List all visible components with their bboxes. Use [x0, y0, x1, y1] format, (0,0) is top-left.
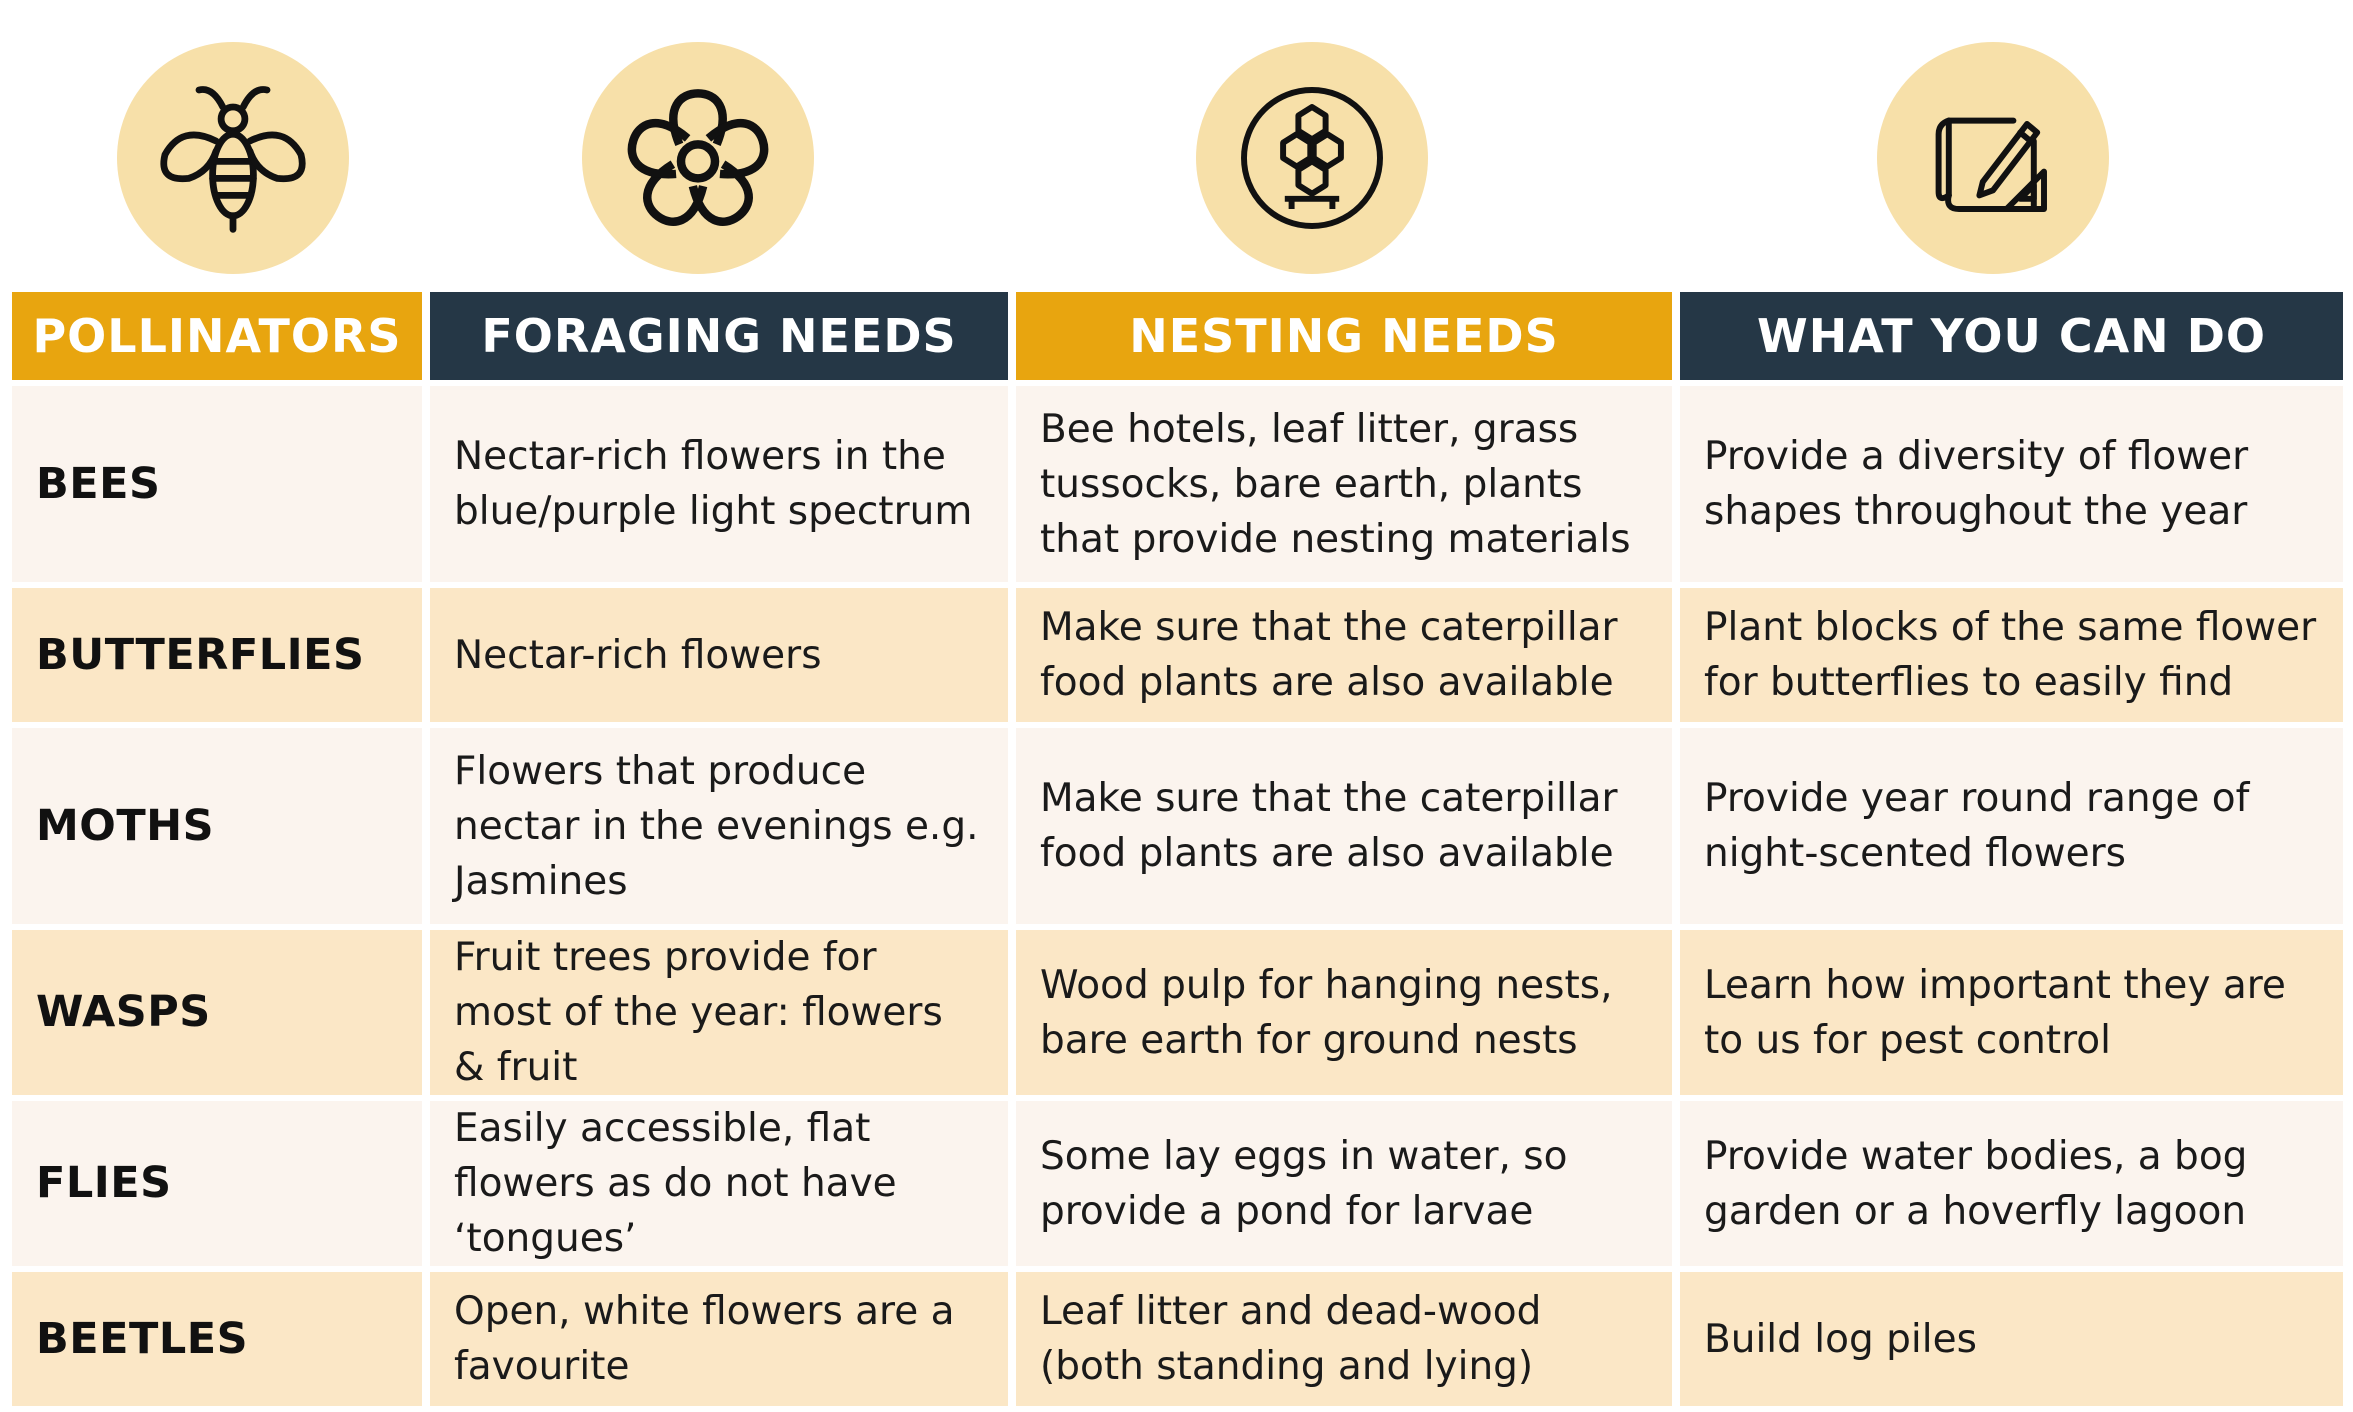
foraging-cell: Easily accessible, flat flowers as do not have ‘tongues’ [430, 1101, 1008, 1266]
pollinator-name: BEES [12, 386, 422, 582]
foraging-cell: Flowers that produce nectar in the evenings e.g. Jasmines [430, 728, 1008, 924]
flower-icon [613, 73, 783, 243]
plan-drawing-icon-circle [1877, 42, 2109, 274]
action-cell: Provide water bodies, a bog garden or a hoverfly lagoon [1680, 1101, 2343, 1266]
table-row [12, 930, 2343, 1095]
foraging-cell: Fruit trees provide for most of the year: flowers & fruit [430, 930, 1008, 1095]
table-row [12, 386, 2343, 582]
honeycomb-icon [1227, 73, 1397, 243]
nesting-cell: Bee hotels, leaf litter, grass tussocks, bare earth, plants that provide nesting materials [1016, 386, 1672, 582]
foraging-cell: Nectar-rich flowers [430, 588, 1008, 722]
nesting-cell: Some lay eggs in water, so provide a pond for larvae [1016, 1101, 1672, 1266]
flower-icon-circle [582, 42, 814, 274]
table-row [12, 1272, 2343, 1406]
table-row [12, 728, 2343, 924]
foraging-cell: Nectar-rich flowers in the blue/purple light spectrum [430, 386, 1008, 582]
pollinator-name: BUTTERFLIES [12, 588, 422, 722]
table-row [12, 588, 2343, 722]
nesting-cell: Make sure that the caterpillar food plants are also available [1016, 728, 1672, 924]
header-what-you-can-do: WHAT YOU CAN DO [1680, 292, 2343, 380]
action-cell: Plant blocks of the same flower for butterflies to easily find [1680, 588, 2343, 722]
header-nesting-needs: NESTING NEEDS [1016, 292, 1672, 380]
action-cell: Build log piles [1680, 1272, 2343, 1406]
foraging-cell: Open, white flowers are a favourite [430, 1272, 1008, 1406]
action-cell: Provide a diversity of flower shapes throughout the year [1680, 386, 2343, 582]
plan-drawing-icon [1908, 73, 2078, 243]
honeycomb-icon-circle [1196, 42, 1428, 274]
pollinator-name: BEETLES [12, 1272, 422, 1406]
table-row [12, 1101, 2343, 1266]
bee-icon [148, 73, 318, 243]
bee-icon-circle [117, 42, 349, 274]
action-cell: Learn how important they are to us for pest control [1680, 930, 2343, 1095]
header-pollinators: POLLINATORS [12, 292, 422, 380]
pollinator-name: FLIES [12, 1101, 422, 1266]
table-header-row [12, 292, 2343, 380]
header-foraging-needs: FORAGING NEEDS [430, 292, 1008, 380]
pollinator-name: MOTHS [12, 728, 422, 924]
nesting-cell: Make sure that the caterpillar food plants are also available [1016, 588, 1672, 722]
nesting-cell: Wood pulp for hanging nests, bare earth for ground nests [1016, 930, 1672, 1095]
action-cell: Provide year round range of night-scented flowers [1680, 728, 2343, 924]
pollinator-name: WASPS [12, 930, 422, 1095]
pollinator-table [4, 286, 2351, 1412]
nesting-cell: Leaf litter and dead-wood (both standing and lying) [1016, 1272, 1672, 1406]
